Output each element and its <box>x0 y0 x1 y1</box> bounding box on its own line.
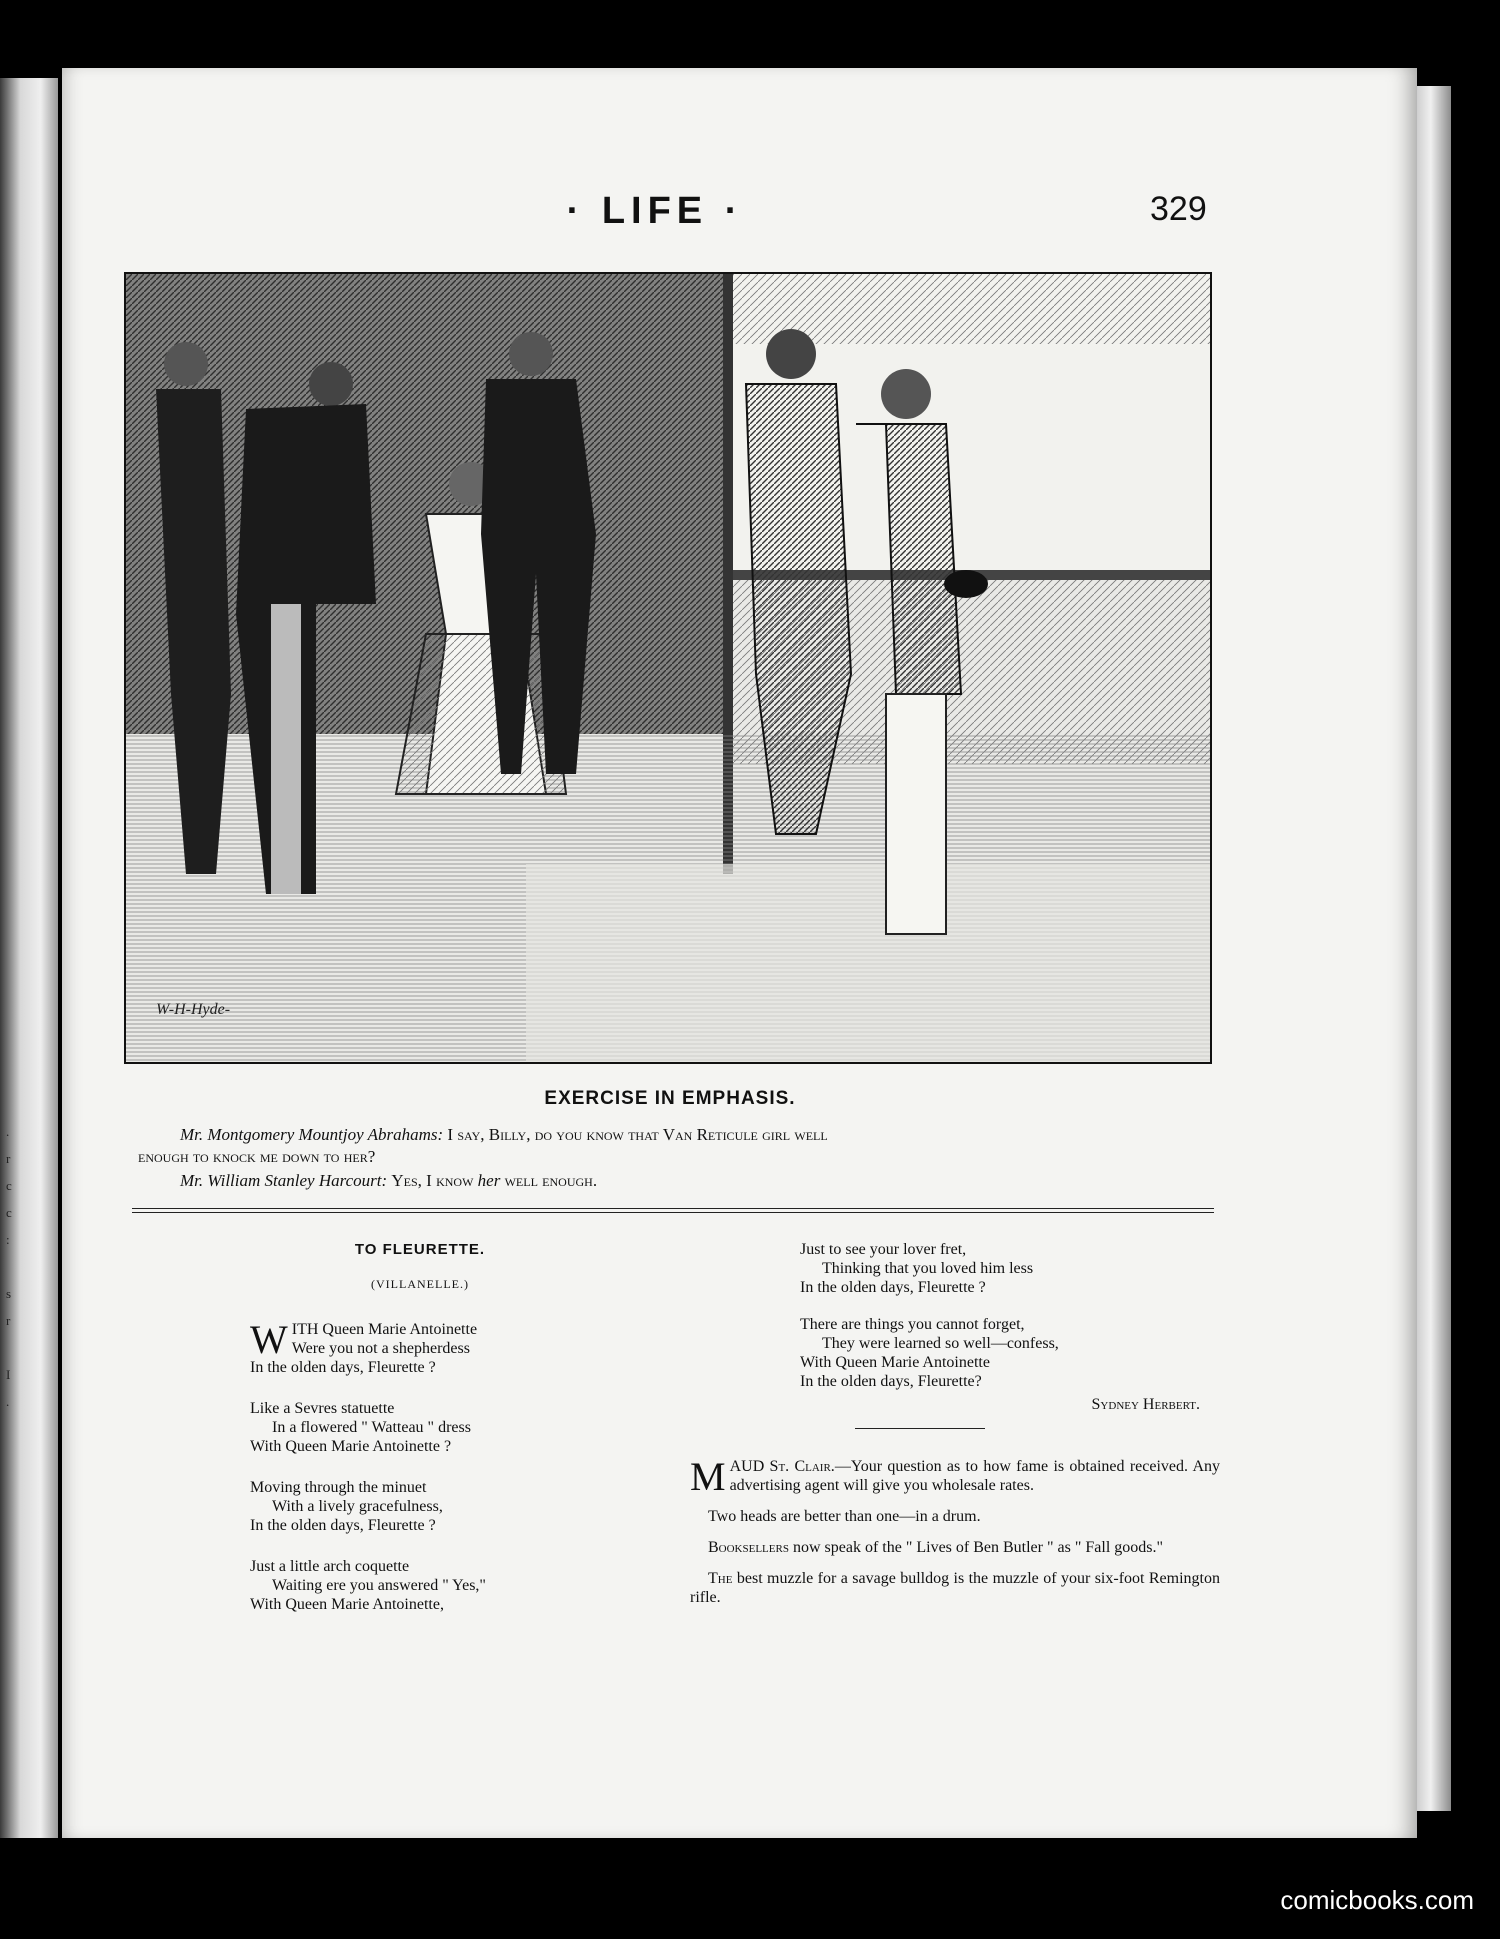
paragraph-lead: The <box>708 1570 733 1587</box>
poem-line: In the olden days, Fleurette ? <box>250 1359 436 1376</box>
right-column <box>690 1240 1220 1619</box>
cartoon-illustration <box>124 272 1212 1064</box>
cartoon-title: EXERCISE IN EMPHASIS. <box>544 1088 796 1109</box>
poem-line: In the olden days, Fleurette ? <box>800 1279 986 1296</box>
paragraph-text: —Your question as to how fame is obtained received. Any advertising agent will give you wholesale rates. <box>729 1458 1220 1494</box>
paragraph-lead: AUD St. Clair. <box>729 1458 835 1475</box>
artist-signature: W-H-Hyde- <box>156 1001 231 1018</box>
poem-line: In the olden days, Fleurette? <box>800 1373 982 1390</box>
poem-line: Just a little arch coquette <box>250 1558 410 1575</box>
section-rule-bottom <box>132 1212 1214 1213</box>
poem-stanza-6 <box>800 1315 1220 1391</box>
poem-line: In the olden days, Fleurette ? <box>250 1517 436 1534</box>
dialogue-line-2 <box>138 1170 1213 1192</box>
drop-cap-w: W <box>250 1317 288 1362</box>
dialogue-line-1 <box>138 1124 1213 1146</box>
paragraph-text: now speak of the " Lives of Ben Butler " as " Fall goods." <box>792 1539 1164 1556</box>
poem-stanza-3 <box>250 1478 660 1535</box>
speaker-abrahams: Mr. Montgomery Mountjoy Abrahams: <box>180 1125 444 1144</box>
magazine-title: · LIFE · <box>566 190 744 232</box>
dialogue-text-2a: Yes, I know <box>391 1171 474 1190</box>
paragraph-text: best muzzle for a savage bulldog is the muzzle of your six-foot Remington rifle. <box>690 1570 1220 1606</box>
poem-line: They were learned so well—confess, <box>822 1335 1059 1352</box>
paragraph-lead: Booksellers <box>708 1539 789 1556</box>
poem-subtitle: (VILLANELLE.) <box>371 1277 469 1291</box>
poem-line: With a lively gracefulness, <box>272 1498 443 1515</box>
poem-line: Thinking that you loved him less <box>822 1260 1034 1277</box>
page-number: 329 <box>1150 190 1207 228</box>
poem-line: Just to see your lover fret, <box>800 1241 967 1258</box>
poem-line: In a flowered " Watteau " dress <box>272 1419 471 1436</box>
dialogue-text-2b: well enough. <box>504 1171 598 1190</box>
poem-title: TO FLEURETTE. <box>354 1241 486 1258</box>
left-page-edge <box>0 78 58 1838</box>
dialogue-text-1: I say, Billy, do you know that Van Reticule girl well <box>447 1125 828 1144</box>
paragraph-muzzle <box>690 1569 1220 1607</box>
poem-line: ITH Queen Marie Antoinette <box>291 1321 478 1338</box>
section-rule-top <box>132 1208 1214 1209</box>
right-page-edge <box>1417 86 1451 1811</box>
poem-line: With Queen Marie Antoinette, <box>250 1596 444 1613</box>
poem-line: Moving through the minuet <box>250 1479 427 1496</box>
poem-column-left <box>140 1240 660 1636</box>
dialogue-line-1-cont: enough to knock me down to her? <box>138 1147 376 1166</box>
engraving-drawing <box>126 274 1210 1062</box>
poem-line: There are things you cannot forget, <box>800 1316 1025 1333</box>
poem-line: Were you not a shepherdess <box>291 1340 470 1357</box>
paragraph-booksellers <box>690 1538 1220 1557</box>
poem-line: With Queen Marie Antoinette ? <box>250 1438 452 1455</box>
poem-line: Waiting ere you answered " Yes," <box>272 1577 486 1594</box>
dialogue-emphasis: her <box>477 1171 501 1190</box>
poem-stanza-5 <box>800 1240 1220 1297</box>
paragraph-two-heads: Two heads are better than one—in a drum. <box>708 1508 981 1525</box>
drop-cap-m: M <box>690 1454 726 1499</box>
left-page-marginalia: . r c c : s r I . <box>6 1124 12 1409</box>
paragraph-maud-st-clair <box>690 1454 1220 1499</box>
poem-author: Sydney Herbert. <box>1091 1396 1200 1413</box>
poem-line: With Queen Marie Antoinette <box>800 1354 990 1371</box>
poem-stanza-1 <box>250 1317 660 1377</box>
poem-stanza-4 <box>250 1557 660 1614</box>
speaker-harcourt: Mr. William Stanley Harcourt: <box>180 1171 388 1190</box>
site-watermark: comicbooks.com <box>1280 1885 1474 1915</box>
poem-line: Like a Sevres statuette <box>250 1400 395 1417</box>
poem-stanza-2 <box>250 1399 660 1456</box>
short-divider <box>855 1428 985 1429</box>
